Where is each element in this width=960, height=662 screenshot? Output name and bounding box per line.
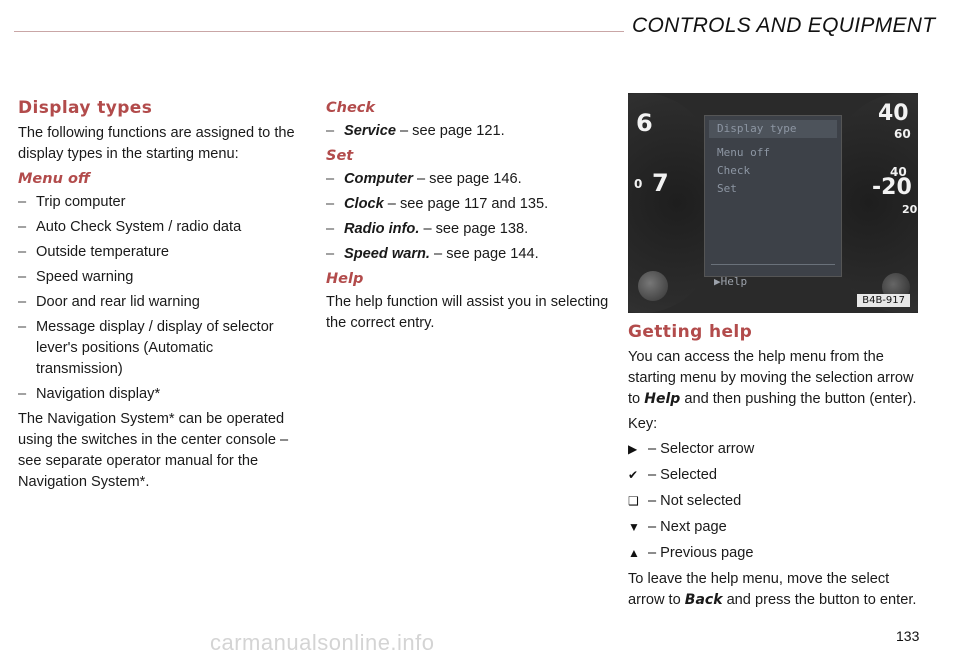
gauge-number: 40 xyxy=(890,165,907,179)
key-label: Key: xyxy=(628,416,658,432)
column-check-set-help xyxy=(326,98,616,338)
key-item-label: – Previous page xyxy=(648,545,754,561)
check-page-ref: – see page 121. xyxy=(395,123,505,139)
set-term: Clock xyxy=(344,196,384,212)
display-menu-line: Menu off xyxy=(717,146,770,159)
display-menu-line: Display type xyxy=(717,122,797,135)
gauge-number: 0 xyxy=(634,177,643,191)
checkmark-icon: ✔ xyxy=(628,468,639,482)
getting-help-text-part: and then pushing the button (enter). xyxy=(680,391,917,407)
set-term: Computer xyxy=(344,171,413,187)
key-item-label: – Next page xyxy=(648,519,727,535)
display-separator xyxy=(711,264,835,265)
instrument-cluster-figure xyxy=(628,93,918,313)
back-word: Back xyxy=(684,592,723,608)
check-term: Service xyxy=(344,123,396,139)
help-description: The help function will assist you in selecting the correct entry. xyxy=(326,294,609,331)
header-rule xyxy=(14,31,624,32)
list-item: – Auto Check System / radio data xyxy=(18,217,300,238)
set-page-ref: – see page 146. xyxy=(412,171,522,187)
menu-off-heading: Menu off xyxy=(18,171,90,187)
key-item xyxy=(628,517,918,538)
set-term: Radio info. xyxy=(344,221,420,237)
gauge-number: 60 xyxy=(894,127,911,141)
list-item xyxy=(326,169,616,190)
gauge-number: -20 xyxy=(872,175,912,200)
key-item xyxy=(628,491,918,512)
getting-help-text xyxy=(628,347,918,410)
set-list xyxy=(326,169,616,265)
check-list xyxy=(326,121,616,142)
column-display-types xyxy=(18,98,300,497)
page-number: 133 xyxy=(896,628,920,644)
leave-help-text-part: and press the button to enter. xyxy=(722,592,917,608)
display-menu-line: Set xyxy=(717,182,737,195)
help-word: Help xyxy=(644,391,681,407)
list-item: – Message display / display of selector lever's positions (Automatic transmission) xyxy=(18,317,300,380)
help-heading: Help xyxy=(326,271,364,287)
watermark: carmanualsonline.info xyxy=(210,630,435,655)
menu-off-list xyxy=(18,192,300,405)
display-types-intro: The following functions are assigned to the display types in the starting menu: xyxy=(18,125,295,162)
list-item: – Outside temperature xyxy=(18,242,300,263)
up-triangle-icon: ▲ xyxy=(628,546,640,560)
leave-help-text-part: To leave the help menu, move the select arrow to xyxy=(628,571,890,608)
selector-arrow-icon: ▶ xyxy=(628,442,638,456)
set-page-ref: – see page 144. xyxy=(429,246,539,262)
set-term: Speed warn. xyxy=(344,246,430,262)
key-item-label: – Selected xyxy=(648,467,717,483)
getting-help-heading: Getting help xyxy=(628,322,753,342)
set-page-ref: – see page 138. xyxy=(419,221,529,237)
display-help-line: ▶Help xyxy=(714,275,748,288)
key-item xyxy=(628,543,918,564)
list-item xyxy=(326,194,616,215)
reset-knob xyxy=(638,271,668,301)
set-heading: Set xyxy=(326,148,354,164)
gauge-number: 6 xyxy=(636,109,653,137)
key-item-label: – Selector arrow xyxy=(648,441,755,457)
list-item: – Door and rear lid warning xyxy=(18,292,300,313)
navigation-note: The Navigation System* can be operated using the switches in the center console – see separate operator manual for the Navigation System*. xyxy=(18,411,289,490)
empty-box-icon: ❑ xyxy=(628,494,639,508)
list-item xyxy=(326,219,616,240)
leave-help-text xyxy=(628,569,918,611)
getting-help-text-part: You can access the help menu from the starting menu by moving the selection arrow to xyxy=(628,349,914,407)
gauge-number: 40 xyxy=(878,101,909,126)
page-header-title: CONTROLS AND EQUIPMENT xyxy=(632,14,936,37)
column-getting-help xyxy=(628,322,918,615)
figure-code: B4B-917 xyxy=(857,294,910,307)
driver-info-display xyxy=(704,115,842,277)
list-item: – Trip computer xyxy=(18,192,300,213)
list-item: – Navigation display* xyxy=(18,384,300,405)
key-item xyxy=(628,439,918,460)
key-item-label: – Not selected xyxy=(648,493,742,509)
gauge-number: 20 xyxy=(902,203,918,216)
down-triangle-icon: ▼ xyxy=(628,520,640,534)
display-types-heading: Display types xyxy=(18,98,153,118)
list-item xyxy=(326,121,616,142)
list-item: – Speed warning xyxy=(18,267,300,288)
display-menu-line: Check xyxy=(717,164,751,177)
gauge-number: 7 xyxy=(652,169,669,197)
set-page-ref: – see page 117 and 135. xyxy=(383,196,549,212)
list-item xyxy=(326,244,616,265)
check-heading: Check xyxy=(326,100,376,116)
key-item xyxy=(628,465,918,486)
